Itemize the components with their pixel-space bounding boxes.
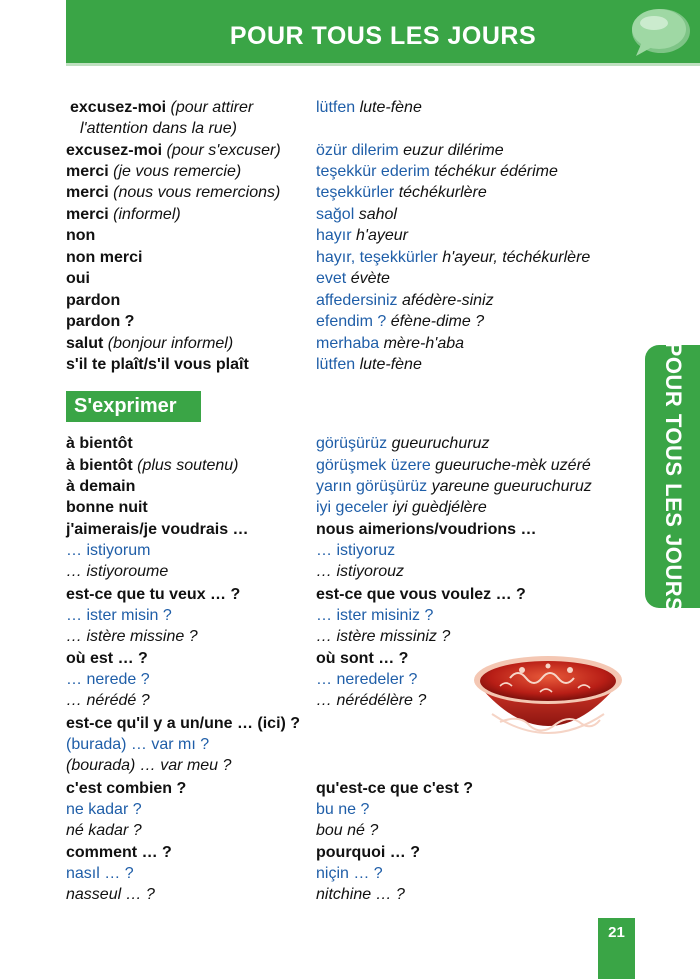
left-french-phrase: [66, 779, 186, 799]
french-phrase: à demain: [66, 478, 136, 495]
french-phrase: pourquoi … ?: [316, 844, 420, 861]
french-phrase: j'aimerais/je voudrais …: [66, 521, 249, 538]
chapter-side-tab: [645, 341, 700, 612]
pronunciation: euzur dilérime: [398, 142, 504, 159]
turkish-phrase: yarın görüşürüz: [316, 478, 428, 495]
page-number: 21: [598, 918, 635, 979]
french-note: l'attention dans la rue): [80, 120, 237, 137]
pronunciation: gueuruchuruz: [387, 435, 490, 452]
left-turkish-phrase: [66, 541, 150, 561]
right-pronunciation: [316, 885, 405, 905]
pronunciation: yareune gueuruchuruz: [427, 478, 592, 495]
turkish-entry: [316, 183, 487, 203]
french-entry: [66, 434, 133, 454]
left-pronunciation: [66, 756, 231, 776]
french-entry: [66, 269, 90, 289]
pronunciation: sahol: [354, 206, 397, 223]
french-phrase: excusez-moi: [70, 99, 167, 116]
turkish-entry: [316, 498, 487, 518]
left-turkish-phrase: [66, 735, 209, 755]
turkish-phrase: bu ne ?: [316, 801, 370, 818]
french-phrase: est-ce qu'il y a un/une … (ici) ?: [66, 715, 301, 732]
french-entry: [66, 456, 239, 476]
turkish-phrase: görüşmek üzere: [316, 457, 431, 474]
turkish-phrase: efendim ?: [316, 313, 387, 330]
french-phrase: merci: [66, 206, 109, 223]
french-phrase: bonne nuit: [66, 499, 148, 516]
french-entry: [80, 119, 237, 139]
turkish-entry: [316, 334, 464, 354]
left-turkish-phrase: [66, 800, 142, 820]
french-entry: [66, 291, 120, 311]
french-phrase: qu'est-ce que c'est ?: [316, 780, 473, 797]
left-pronunciation: [66, 627, 198, 647]
right-turkish-phrase: [316, 606, 433, 626]
french-phrase: merci: [66, 163, 109, 180]
turkish-phrase: hayır: [316, 227, 352, 244]
section-banner: S'exprimer: [66, 391, 201, 422]
turkish-phrase: lütfen: [316, 356, 356, 373]
left-turkish-phrase: [66, 606, 172, 626]
pronunciation: évète: [346, 270, 390, 287]
pronunciation: nitchine … ?: [316, 886, 405, 903]
turkish-entry: [316, 477, 592, 497]
french-entry: [66, 498, 148, 518]
turkish-phrase: … ister misiniz ?: [316, 607, 434, 624]
left-french-phrase: [66, 843, 172, 863]
left-french-phrase: [66, 520, 249, 540]
turkish-phrase: … ister misin ?: [66, 607, 172, 624]
french-phrase: pardon: [66, 292, 121, 309]
turkish-phrase: … istiyoruz: [316, 542, 396, 559]
french-phrase: salut: [66, 335, 104, 352]
french-phrase: où est … ?: [66, 650, 148, 667]
turkish-phrase: … nerede ?: [66, 671, 150, 688]
right-french-phrase: [316, 520, 536, 540]
turkish-phrase: görüşürüz: [316, 435, 388, 452]
pronunciation: bou né ?: [316, 822, 379, 839]
french-note: (je vous remercie): [108, 163, 242, 180]
right-french-phrase: [316, 779, 473, 799]
pronunciation: h'ayeur: [351, 227, 408, 244]
turkish-entry: [316, 434, 489, 454]
french-phrase: est-ce que tu veux … ?: [66, 586, 241, 603]
french-phrase: c'est combien ?: [66, 780, 187, 797]
left-french-phrase: [66, 585, 240, 605]
turkish-phrase: niçin … ?: [316, 865, 383, 882]
french-entry: [66, 312, 134, 332]
pronunciation: téchékur édérime: [429, 163, 558, 180]
right-pronunciation: [316, 562, 404, 582]
pronunciation: … istiyoroume: [66, 563, 169, 580]
turkish-phrase: hayır, teşekkürler: [316, 249, 438, 266]
left-turkish-phrase: [66, 670, 150, 690]
french-phrase: non: [66, 227, 96, 244]
left-french-phrase: [66, 714, 300, 734]
pronunciation: (bourada) … var meu ?: [66, 757, 232, 774]
speech-bubble-icon: [624, 4, 694, 60]
pronunciation: lute-fène: [355, 99, 422, 116]
right-pronunciation: [316, 691, 426, 711]
turkish-entry: [316, 291, 494, 311]
turkish-phrase: nasıl … ?: [66, 865, 134, 882]
turkish-entry: [316, 162, 558, 182]
pronunciation: … istère missine ?: [66, 628, 198, 645]
turkish-phrase: teşekkür ederim: [316, 163, 430, 180]
right-turkish-phrase: [316, 864, 383, 884]
left-pronunciation: [66, 562, 168, 582]
pronunciation: … nérédé ?: [66, 692, 150, 709]
pronunciation: h'ayeur, téchékurlère: [437, 249, 591, 266]
turkish-entry: [316, 141, 504, 161]
page-title: POUR TOUS LES JOURS: [229, 22, 537, 50]
turkish-entry: [316, 269, 390, 289]
turkish-entry: [316, 98, 422, 118]
turkish-entry: [316, 226, 408, 246]
right-turkish-phrase: [316, 541, 395, 561]
left-turkish-phrase: [66, 864, 134, 884]
right-pronunciation: [316, 821, 378, 841]
french-entry: [70, 98, 253, 118]
pronunciation: nasseul … ?: [66, 886, 155, 903]
french-entry: [66, 248, 142, 268]
pronunciation: gueuruche-mèk uzéré: [430, 457, 591, 474]
french-entry: [66, 334, 233, 354]
french-phrase: comment … ?: [66, 844, 172, 861]
turkish-phrase: evet: [316, 270, 347, 287]
french-note: (bonjour informel): [103, 335, 234, 352]
side-tab-label: POUR TOUS LES JOURS: [660, 341, 686, 612]
french-entry: [66, 477, 135, 497]
left-pronunciation: [66, 821, 142, 841]
right-pronunciation: [316, 627, 450, 647]
french-phrase: à bientôt: [66, 457, 133, 474]
pronunciation: … nérédélère ?: [316, 692, 427, 709]
turkish-entry: [316, 355, 422, 375]
french-phrase: s'il te plaît/s'il vous plaît: [66, 356, 249, 373]
right-french-phrase: [316, 649, 408, 669]
turkish-entry: [316, 248, 590, 268]
french-phrase: à bientôt: [66, 435, 133, 452]
bowl-image: [470, 652, 626, 748]
pronunciation: iyi guèdjélère: [388, 499, 487, 516]
french-phrase: où sont … ?: [316, 650, 409, 667]
french-note: (plus soutenu): [132, 457, 239, 474]
french-phrase: nous aimerions/voudrions …: [316, 521, 537, 538]
pronunciation: lute-fène: [355, 356, 422, 373]
turkish-entry: [316, 312, 484, 332]
right-turkish-phrase: [316, 800, 369, 820]
turkish-phrase: ne kadar ?: [66, 801, 142, 818]
right-french-phrase: [316, 585, 526, 605]
pronunciation: éfène-dime ?: [386, 313, 485, 330]
left-french-phrase: [66, 649, 148, 669]
right-french-phrase: [316, 843, 420, 863]
turkish-phrase: … istiyorum: [66, 542, 151, 559]
turkish-entry: [316, 205, 397, 225]
turkish-phrase: affedersiniz: [316, 292, 398, 309]
pronunciation: téchékurlère: [394, 184, 487, 201]
french-phrase: excusez-moi: [66, 142, 163, 159]
french-entry: [66, 355, 249, 375]
turkish-phrase: lütfen: [316, 99, 356, 116]
turkish-phrase: merhaba: [316, 335, 380, 352]
turkish-phrase: … neredeler ?: [316, 671, 418, 688]
french-note: (nous vous remercions): [108, 184, 281, 201]
french-entry: [66, 205, 181, 225]
pronunciation: afédère-siniz: [397, 292, 494, 309]
french-entry: [66, 183, 280, 203]
french-phrase: non merci: [66, 249, 143, 266]
turkish-phrase: özür dilerim: [316, 142, 399, 159]
left-pronunciation: [66, 885, 155, 905]
french-phrase: oui: [66, 270, 90, 287]
french-note: (informel): [108, 206, 181, 223]
turkish-phrase: (burada) … var mı ?: [66, 736, 210, 753]
page-header: [66, 0, 700, 66]
turkish-entry: [316, 456, 591, 476]
french-entry: [66, 162, 241, 182]
turkish-phrase: iyi geceler: [316, 499, 389, 516]
pronunciation: né kadar ?: [66, 822, 142, 839]
pronunciation: … istiyorouz: [316, 563, 405, 580]
french-entry: [66, 226, 95, 246]
french-phrase: merci: [66, 184, 109, 201]
french-note: (pour attirer: [166, 99, 254, 116]
turkish-phrase: teşekkürler: [316, 184, 395, 201]
french-phrase: pardon ?: [66, 313, 135, 330]
left-pronunciation: [66, 691, 150, 711]
pronunciation: mère-h'aba: [379, 335, 465, 352]
right-turkish-phrase: [316, 670, 417, 690]
french-phrase: est-ce que vous voulez … ?: [316, 586, 526, 603]
turkish-phrase: sağol: [316, 206, 355, 223]
pronunciation: … istère missiniz ?: [316, 628, 451, 645]
french-note: (pour s'excuser): [162, 142, 281, 159]
french-entry: [66, 141, 281, 161]
